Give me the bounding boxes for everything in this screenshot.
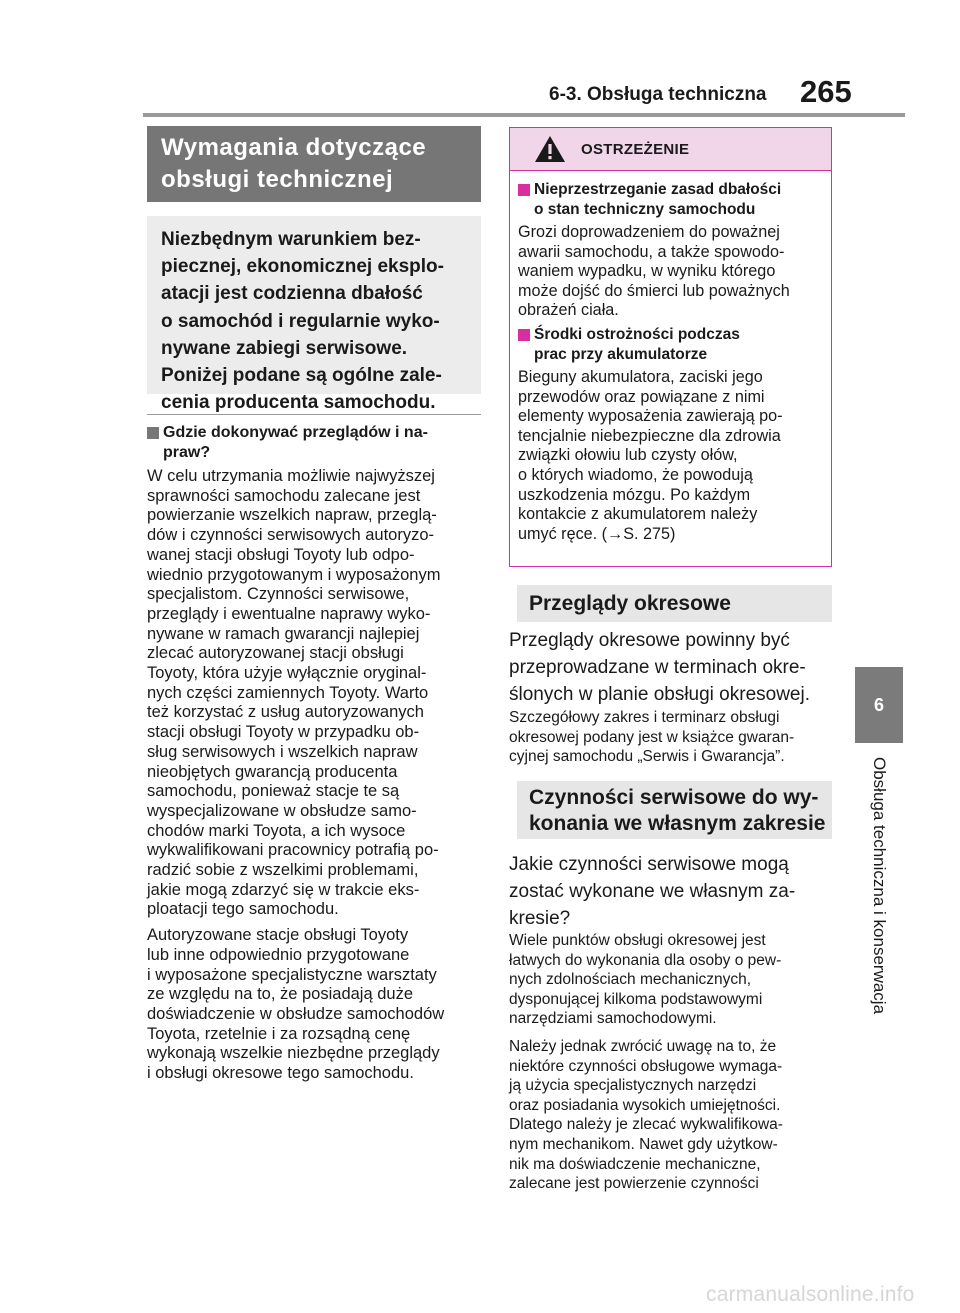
text-line: okresowej podany jest w książce gwaran- [509,728,795,746]
heading-line: Czynności serwisowe do wy- [529,786,819,809]
text-line: wanej stacji obsługi Toyoty lub odpo- [147,545,415,564]
warning-subheading-battery [518,325,825,365]
text-line: też korzystać z usług autoryzowanych [147,703,424,722]
periodic-details [509,708,832,767]
text-line: oraz posiadania wysokich umiejętności. [509,1096,781,1114]
square-bullet-icon [518,329,530,341]
warning-subheading-line: prac przy akumulatorze [534,345,708,363]
text-line: chodów marki Toyota, a ich wysoce [147,821,406,840]
text-line: ślonych w planie obsługi okresowej. [509,684,810,705]
text-line: i obsługi okresowe tego samochodu. [147,1064,414,1083]
text-line: lub inne odpowiednio przygotowane [147,945,410,964]
periodic-lead [509,627,832,708]
text-line: Bieguny akumulatora, zaciski jego [518,367,763,386]
text-line: stacji obsługi Toyoty w przypadku ob- [147,723,420,742]
text-line: Jakie czynności serwisowe mogą [509,854,789,875]
text-line: przewodów oraz powiązane z nimi [518,387,765,406]
text-line: cyjnej samochodu „Serwis i Gwarancja”. [509,748,785,766]
text-line: przeprowadzane w terminach okre- [509,657,806,678]
text-line: wyspecjalizowane w obsłudze samo- [147,801,417,820]
text-line: kresie? [509,908,571,929]
text-line: W celu utrzymania możliwie najwyższej [147,467,435,485]
warning-subheading-line: Nieprzestrzeganie zasad dbałości [534,181,782,198]
warning-paragraph-battery [518,368,825,544]
diy-paragraph-2 [509,1037,832,1194]
subheading-line: Gdzie dokonywać przeglądów i na- [163,424,428,441]
intro-line: piecznej, ekonomicznej eksplo- [161,256,444,278]
subheading-line: praw? [163,444,211,461]
text-line: łatwych do wykonania dla osoby o pew- [509,951,782,969]
chapter-tab: 6 [855,667,903,743]
text-line: specjalistom. Czynności serwisowe, [147,585,410,604]
text-line: nieobjętych gwarancją producenta [147,762,398,781]
intro-line: Poniżej podane są ogólne zale- [161,365,442,387]
text-line: powierzanie wszelkich napraw, przeglą- [147,506,437,525]
text-line: Dlatego należy je zlecać wykwalifikowa- [509,1116,783,1134]
page-number: 265 [800,74,852,109]
diy-paragraph-1 [509,931,832,1029]
text-line: nych zdolnościach mechanicznych, [509,971,752,989]
text-line: o których wiadomo, że powodują [518,465,753,484]
main-heading-line: obsługi technicznej [161,166,394,193]
text-line: zalecane jest powierzenie czynności [509,1175,759,1193]
text-line: waniem wypadku, w wyniku którego [518,262,776,281]
text-line: narzędziami samochodowymi. [509,1010,717,1028]
diy-lead [509,851,832,932]
text-line: jakie mogą zdarzyć się w trakcie eks- [147,880,420,899]
intro-line: cenia producenta samochodu. [161,392,436,414]
text-line: związki ołowiu lub czysty ołów, [518,446,738,465]
intro-line: o samochód i regularnie wyko- [161,310,440,332]
square-bullet-icon [147,427,159,439]
heading-diy-maintenance [509,781,832,839]
text-line: ze względu na to, że posiadają duże [147,985,414,1004]
chapter-label-text: Obsługa techniczna i konserwacja [870,757,889,1015]
text-line: obrażeń ciała. [518,301,619,320]
heading-periodic-inspections: Przeglądy okresowe [509,585,832,622]
text-line: tencjalnie niebezpieczne dla zdrowia [518,426,781,445]
text-line: ploatacji tego samochodu. [147,900,339,919]
intro-line: Niezbędnym warunkiem bez- [161,229,421,250]
warning-subheading-maintenance [518,180,825,220]
text-line: nym mechanikom. Nawet gdy użytkow- [509,1135,778,1153]
section-title: 6-3. Obsługa techniczna [549,84,767,105]
text-line: elementy wyposażenia zawierają po- [518,407,783,426]
warning-paragraph-maintenance [518,223,825,321]
intro-box [147,216,481,414]
text-line: dów i czynności serwisowych autoryzo- [147,526,435,545]
text-line: nywane w ramach gwarancji najlepiej [147,624,420,643]
header-divider [143,113,905,117]
main-heading [147,126,481,202]
warning-body [510,171,831,544]
warning-subheading-line: o stan techniczny samochodu [534,201,756,218]
text-line: przeglądy i ewentualne naprawy wyko- [147,604,431,623]
main-heading-line: Wymagania dotyczące [161,134,427,161]
text-line: doświadczenie w obsłudze samochodów [147,1004,445,1023]
text-line: kontakcie z akumulatorem należy [518,505,758,524]
text-line: awarii samochodu, a także spowodo- [518,242,785,261]
text-line: wiednio przygotowanym i wyposażonym [147,565,441,584]
intro-line: atacji jest codzienna dbałość [161,283,423,305]
text-line: dysponującej kilkoma podstawowymi [509,990,763,1008]
text-line: Należy jednak zwrócić uwagę na to, że [509,1038,777,1055]
warning-title: OSTRZEŻENIE [581,141,690,158]
text-line: nik ma doświadczenie mechaniczne, [509,1155,761,1173]
text-line: Przeglądy okresowe powinny być [509,630,790,651]
text-line: Grozi doprowadzeniem do poważnej [518,223,780,241]
warning-triangle-icon [534,135,566,163]
text-line: może dojść do śmierci lub poważnych [518,281,790,300]
text-line: Szczegółowy zakres i terminarz obsługi [509,709,780,726]
text-line: sprawności samochodu zalecane jest [147,486,421,505]
text-line: Wiele punktów obsługi okresowej jest [509,932,766,949]
paragraph-service [147,467,481,920]
warning-subheading-line: Środki ostrożności podczas [534,325,740,343]
page-header [0,0,960,120]
text-line: zlecać autoryzowanej stacji obsługi [147,644,404,663]
text-line: niektóre czynności obsługowe wymaga- [509,1057,783,1075]
text-line: zostać wykonane we własnym za- [509,881,796,902]
text-line: samochodu, ponieważ stacje te są [147,782,400,801]
text-line: radzić sobie z wszelkimi problemami, [147,861,419,880]
text-line: wykwalifikowani pracownicy potrafią po- [147,841,439,860]
intro-line: nywane zabiegi serwisowe. [161,337,408,359]
text-line: Toyota, rzetelnie i za rozsądną cenę [147,1024,411,1043]
warning-box [509,127,832,567]
warning-header [510,128,831,171]
text-line: Autoryzowane stacje obsługi Toyoty [147,926,409,945]
watermark: carmanualsonline.info [706,1283,915,1306]
subheading-where-service [147,423,481,463]
paragraph-authorized-stations [147,926,481,1084]
text-line: sług serwisowych i wszelkich napraw [147,742,418,761]
square-bullet-icon [518,184,530,196]
left-column [147,126,481,1084]
text-line: uszkodzenia mózgu. Po każdym [518,485,751,504]
text-line: nych części zamiennych Toyoty. Warto [147,683,429,702]
text-line: Toyoty, która użyje wyłącznie oryginal- [147,664,427,683]
text-line: wykonają wszelkie niezbędne przeglądy [147,1044,440,1063]
text-line: umyć ręce. (→S. 275) [518,524,676,543]
heading-line: konania we własnym zakresie [529,812,826,835]
text-line: i wyposażone specjalistyczne warsztaty [147,965,437,984]
text-line: ją użycia specjalistycznych narzędzi [509,1077,757,1095]
